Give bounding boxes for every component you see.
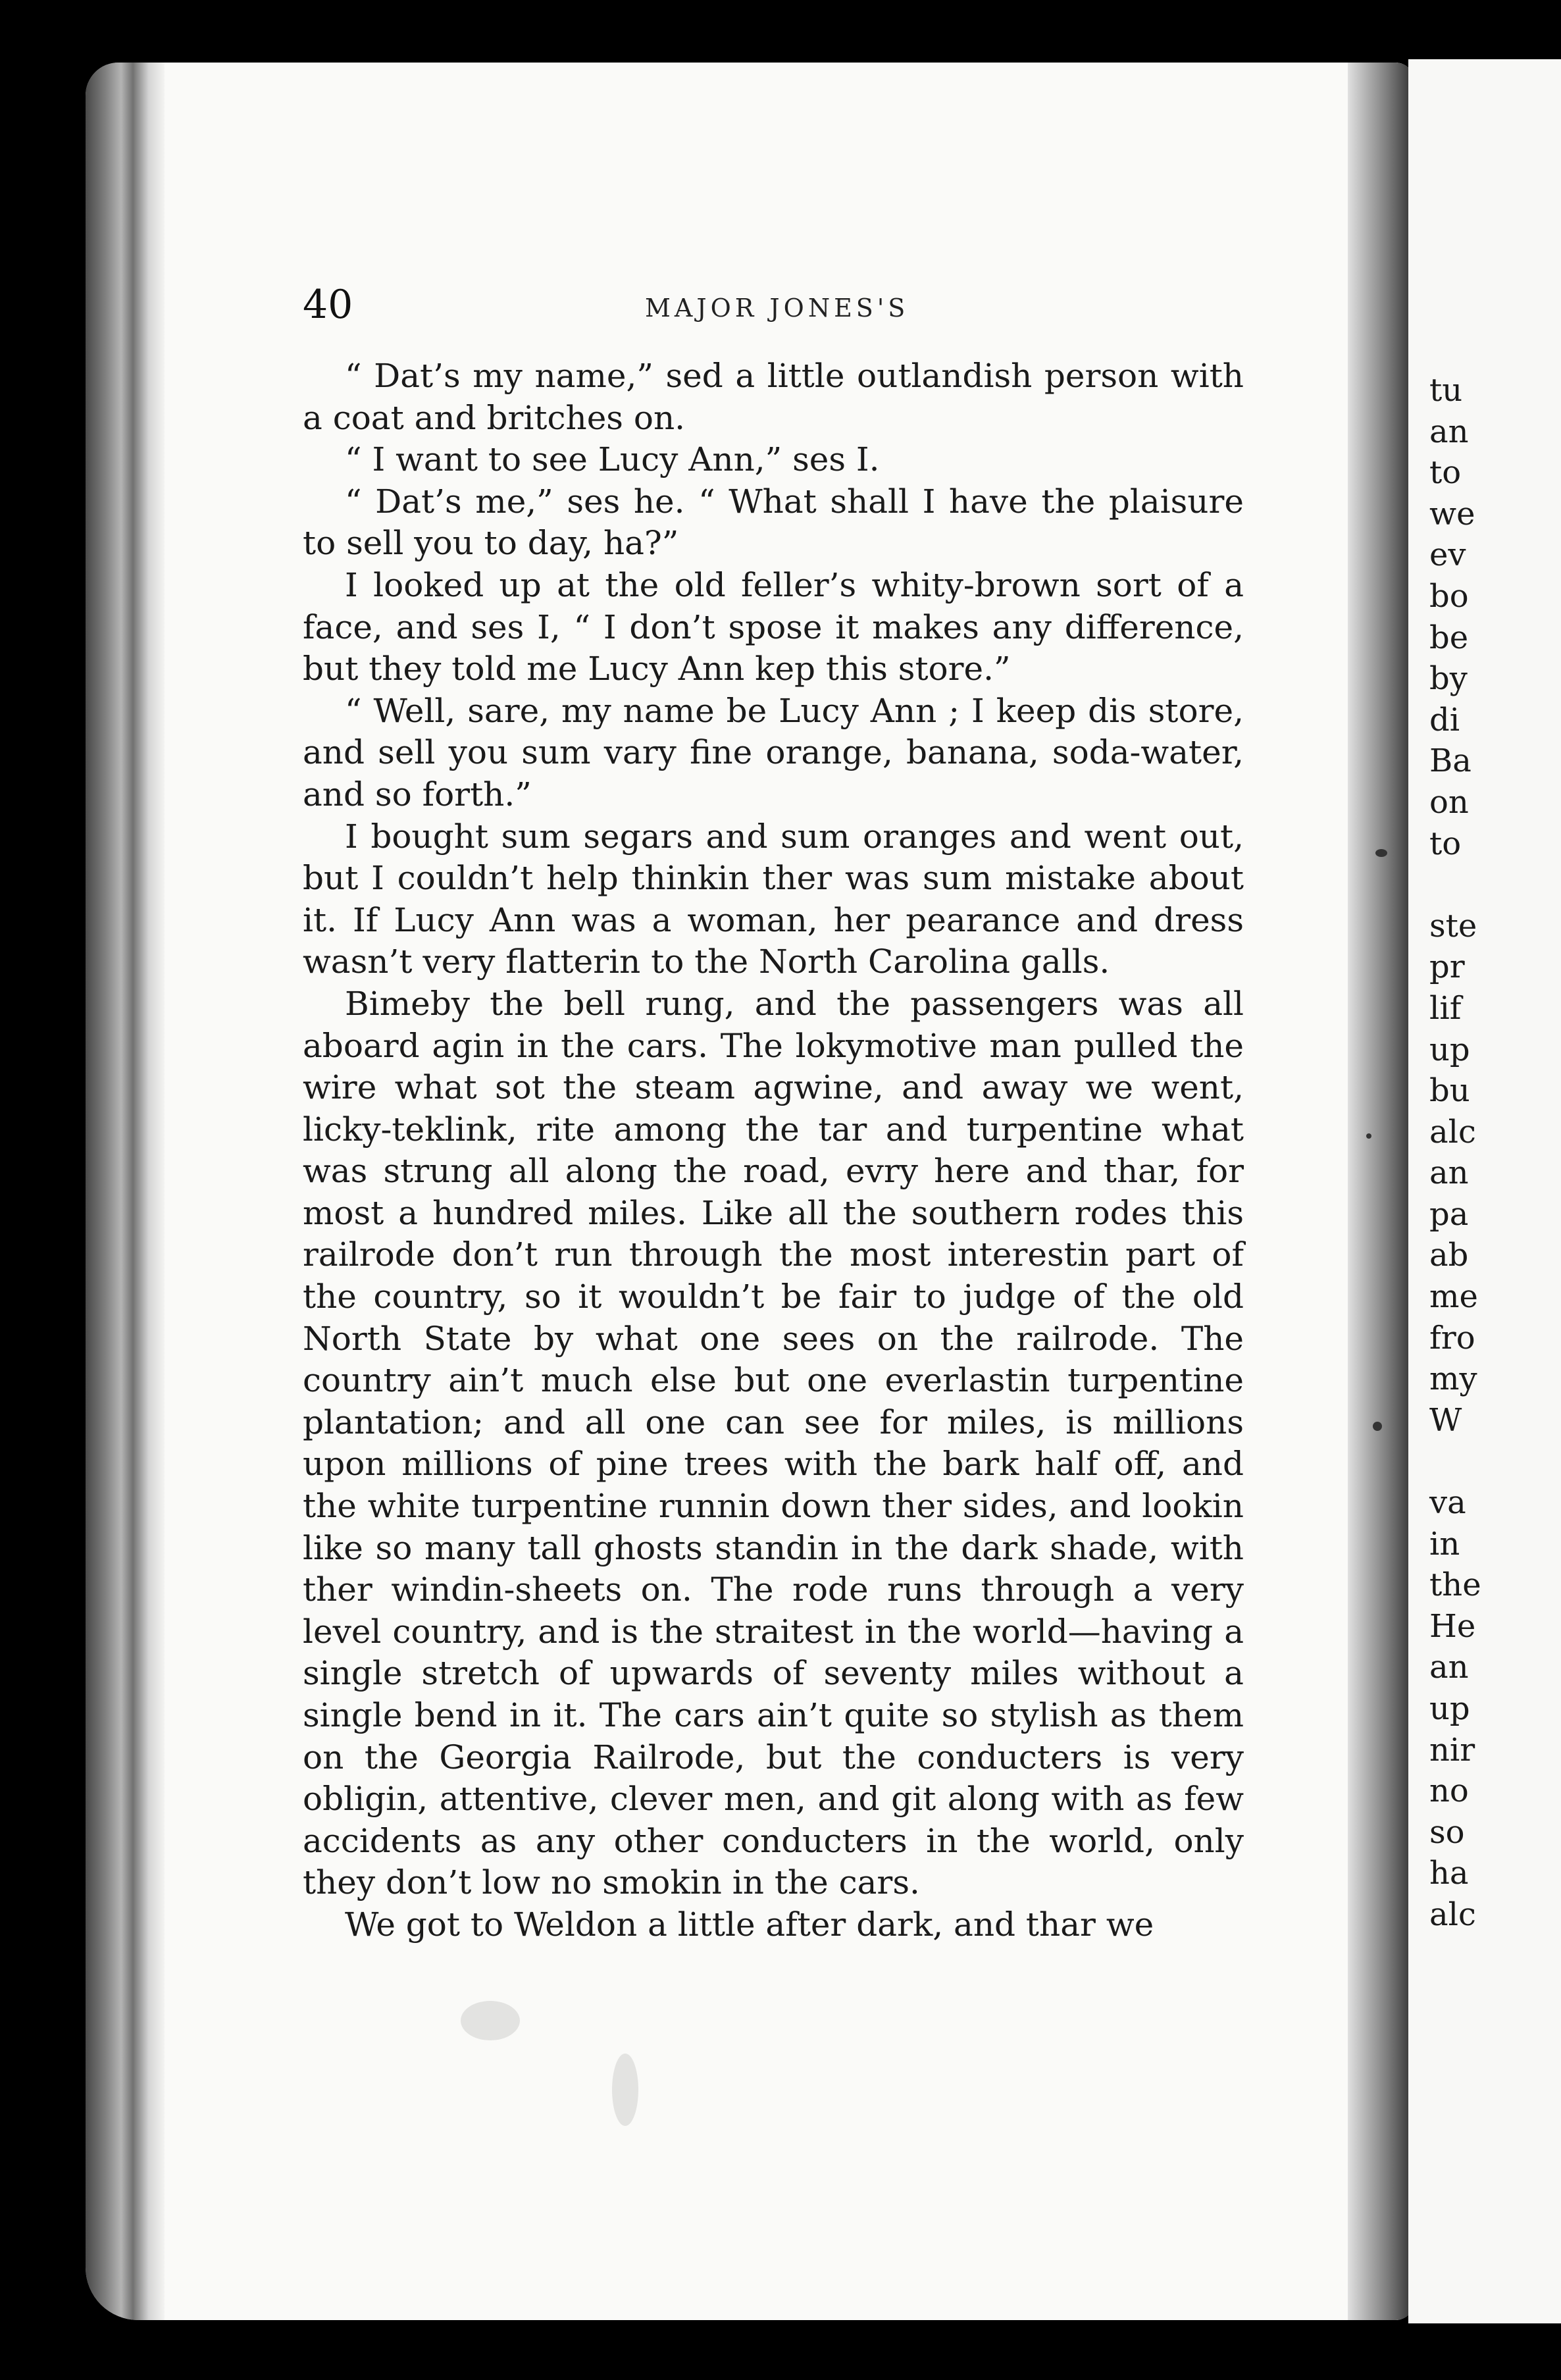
paragraph: I looked up at the old feller’s whity-brown sort of a face, and ses I, “ I don’t spose it makes any difference, but they told me Lucy Ann kep this store.” bbox=[303, 565, 1244, 688]
fragment-line: an bbox=[1429, 1154, 1469, 1192]
fragment-line: ha bbox=[1429, 1855, 1469, 1892]
spine-fold bbox=[1348, 63, 1415, 2320]
paragraph: I bought sum segars and sum oranges and went out, but I couldn’t help thinkin ther was sum mistake about it. If Lucy Ann was a woman, her pearance and dress wasn’t very flatterin to the North Carolina galls. bbox=[303, 817, 1244, 981]
fragment-line: di bbox=[1429, 701, 1460, 738]
fragment-line: alc bbox=[1429, 1113, 1476, 1151]
fragment-line: in bbox=[1429, 1525, 1460, 1563]
fragment-line: alc bbox=[1429, 1896, 1476, 1933]
page-smudge bbox=[461, 2001, 520, 2040]
fragment-line bbox=[1429, 864, 1561, 906]
fragment-line: va bbox=[1429, 1484, 1466, 1522]
ink-speck bbox=[1373, 1422, 1382, 1431]
fragment-line: Ba bbox=[1429, 742, 1471, 780]
fragment-line: my bbox=[1429, 1360, 1477, 1398]
page-smudge bbox=[612, 2054, 638, 2126]
fragment-line: an bbox=[1429, 413, 1469, 450]
fragment-line: ev bbox=[1429, 536, 1466, 574]
fragment-line: by bbox=[1429, 660, 1468, 698]
fragment-line: the bbox=[1429, 1566, 1481, 1604]
fragment-line: we bbox=[1429, 495, 1475, 532]
page-header bbox=[303, 282, 1244, 328]
fragment-line: no bbox=[1429, 1772, 1469, 1810]
fragment-line: on bbox=[1429, 783, 1469, 821]
fragment-line: me bbox=[1429, 1278, 1478, 1316]
fragment-line: tu bbox=[1429, 372, 1463, 409]
paragraph: We got to Weldon a little after dark, and thar we bbox=[345, 1905, 1154, 1944]
fragment-line: ste bbox=[1429, 907, 1477, 944]
fragment-line: pa bbox=[1429, 1195, 1469, 1233]
fragment-line: lif bbox=[1429, 989, 1462, 1027]
fragment-line: pr bbox=[1429, 948, 1465, 986]
fragment-line: up bbox=[1429, 1031, 1470, 1068]
facing-page-text bbox=[1429, 370, 1561, 1977]
paragraph: Bimeby the bell rung, and the passengers was all aboard agin in the cars. The lokymotive man pulled the wire what sot the steam agwine, and away we went, licky-teklink, rite among the tar and turpentine what was strung all along the road, evry here and thar, for most a hundred miles. Like all the southern rodes this railrode don’t run through the most interestin part of the country, so it wouldn’t be fair to judge of the old North State by what one sees on the railrode. The country ain’t much else but one everlastin turpentine plantation; and all one can see for miles, is millions upon millions of pine trees with the bark half off, and the white turpentine runnin down ther sides, and lookin like so many tall ghosts standin in the dark shade, with ther windin-sheets on. The rode runs through a very level country, and is the straitest in the world—having a single stretch of upwards of seventy miles without a single bend in it. The cars ain’t quite so stylish as them on the Georgia Railrode, but the conducters is very obligin, attentive, clever men, and git along with as few accidents as any other conducters in the world, only they don’t low no smokin in the cars. bbox=[303, 984, 1244, 1902]
fragment-line: up bbox=[1429, 1690, 1470, 1727]
paragraph: “ Dat’s me,” ses he. “ What shall I have the plaisure to sell you to day, ha?” bbox=[303, 482, 1244, 563]
fragment-line: bu bbox=[1429, 1072, 1470, 1110]
fragment-line: fro bbox=[1429, 1319, 1475, 1357]
page-number: 40 bbox=[303, 282, 353, 328]
running-head: MAJOR JONES'S bbox=[645, 294, 909, 323]
ink-speck bbox=[1366, 1133, 1371, 1139]
fragment-line: an bbox=[1429, 1649, 1469, 1686]
fragment-line: to bbox=[1429, 454, 1462, 492]
fragment-line: to bbox=[1429, 825, 1462, 862]
fragment-line: so bbox=[1429, 1813, 1465, 1851]
ink-speck bbox=[1375, 849, 1387, 857]
fragment-line: W bbox=[1429, 1401, 1462, 1439]
page-body bbox=[303, 355, 1244, 1946]
fragment-line: bo bbox=[1429, 577, 1469, 615]
fragment-line: He bbox=[1429, 1607, 1476, 1645]
paragraph: “ Well, sare, my name be Lucy Ann ; I keep dis store, and sell you sum vary fine orange, banana, soda-water, and so forth.” bbox=[303, 691, 1244, 814]
fragment-line: be bbox=[1429, 619, 1469, 656]
paragraph: “ I want to see Lucy Ann,” ses I. bbox=[345, 440, 880, 479]
page-edge-shadow bbox=[86, 63, 165, 2320]
fragment-line bbox=[1429, 1441, 1561, 1482]
fragment-line: nir bbox=[1429, 1731, 1475, 1769]
paragraph: “ Dat’s my name,” sed a little outlandish person with a coat and britches on. bbox=[303, 357, 1244, 437]
fragment-line bbox=[1429, 1936, 1561, 1977]
fragment-line: ab bbox=[1429, 1237, 1469, 1274]
